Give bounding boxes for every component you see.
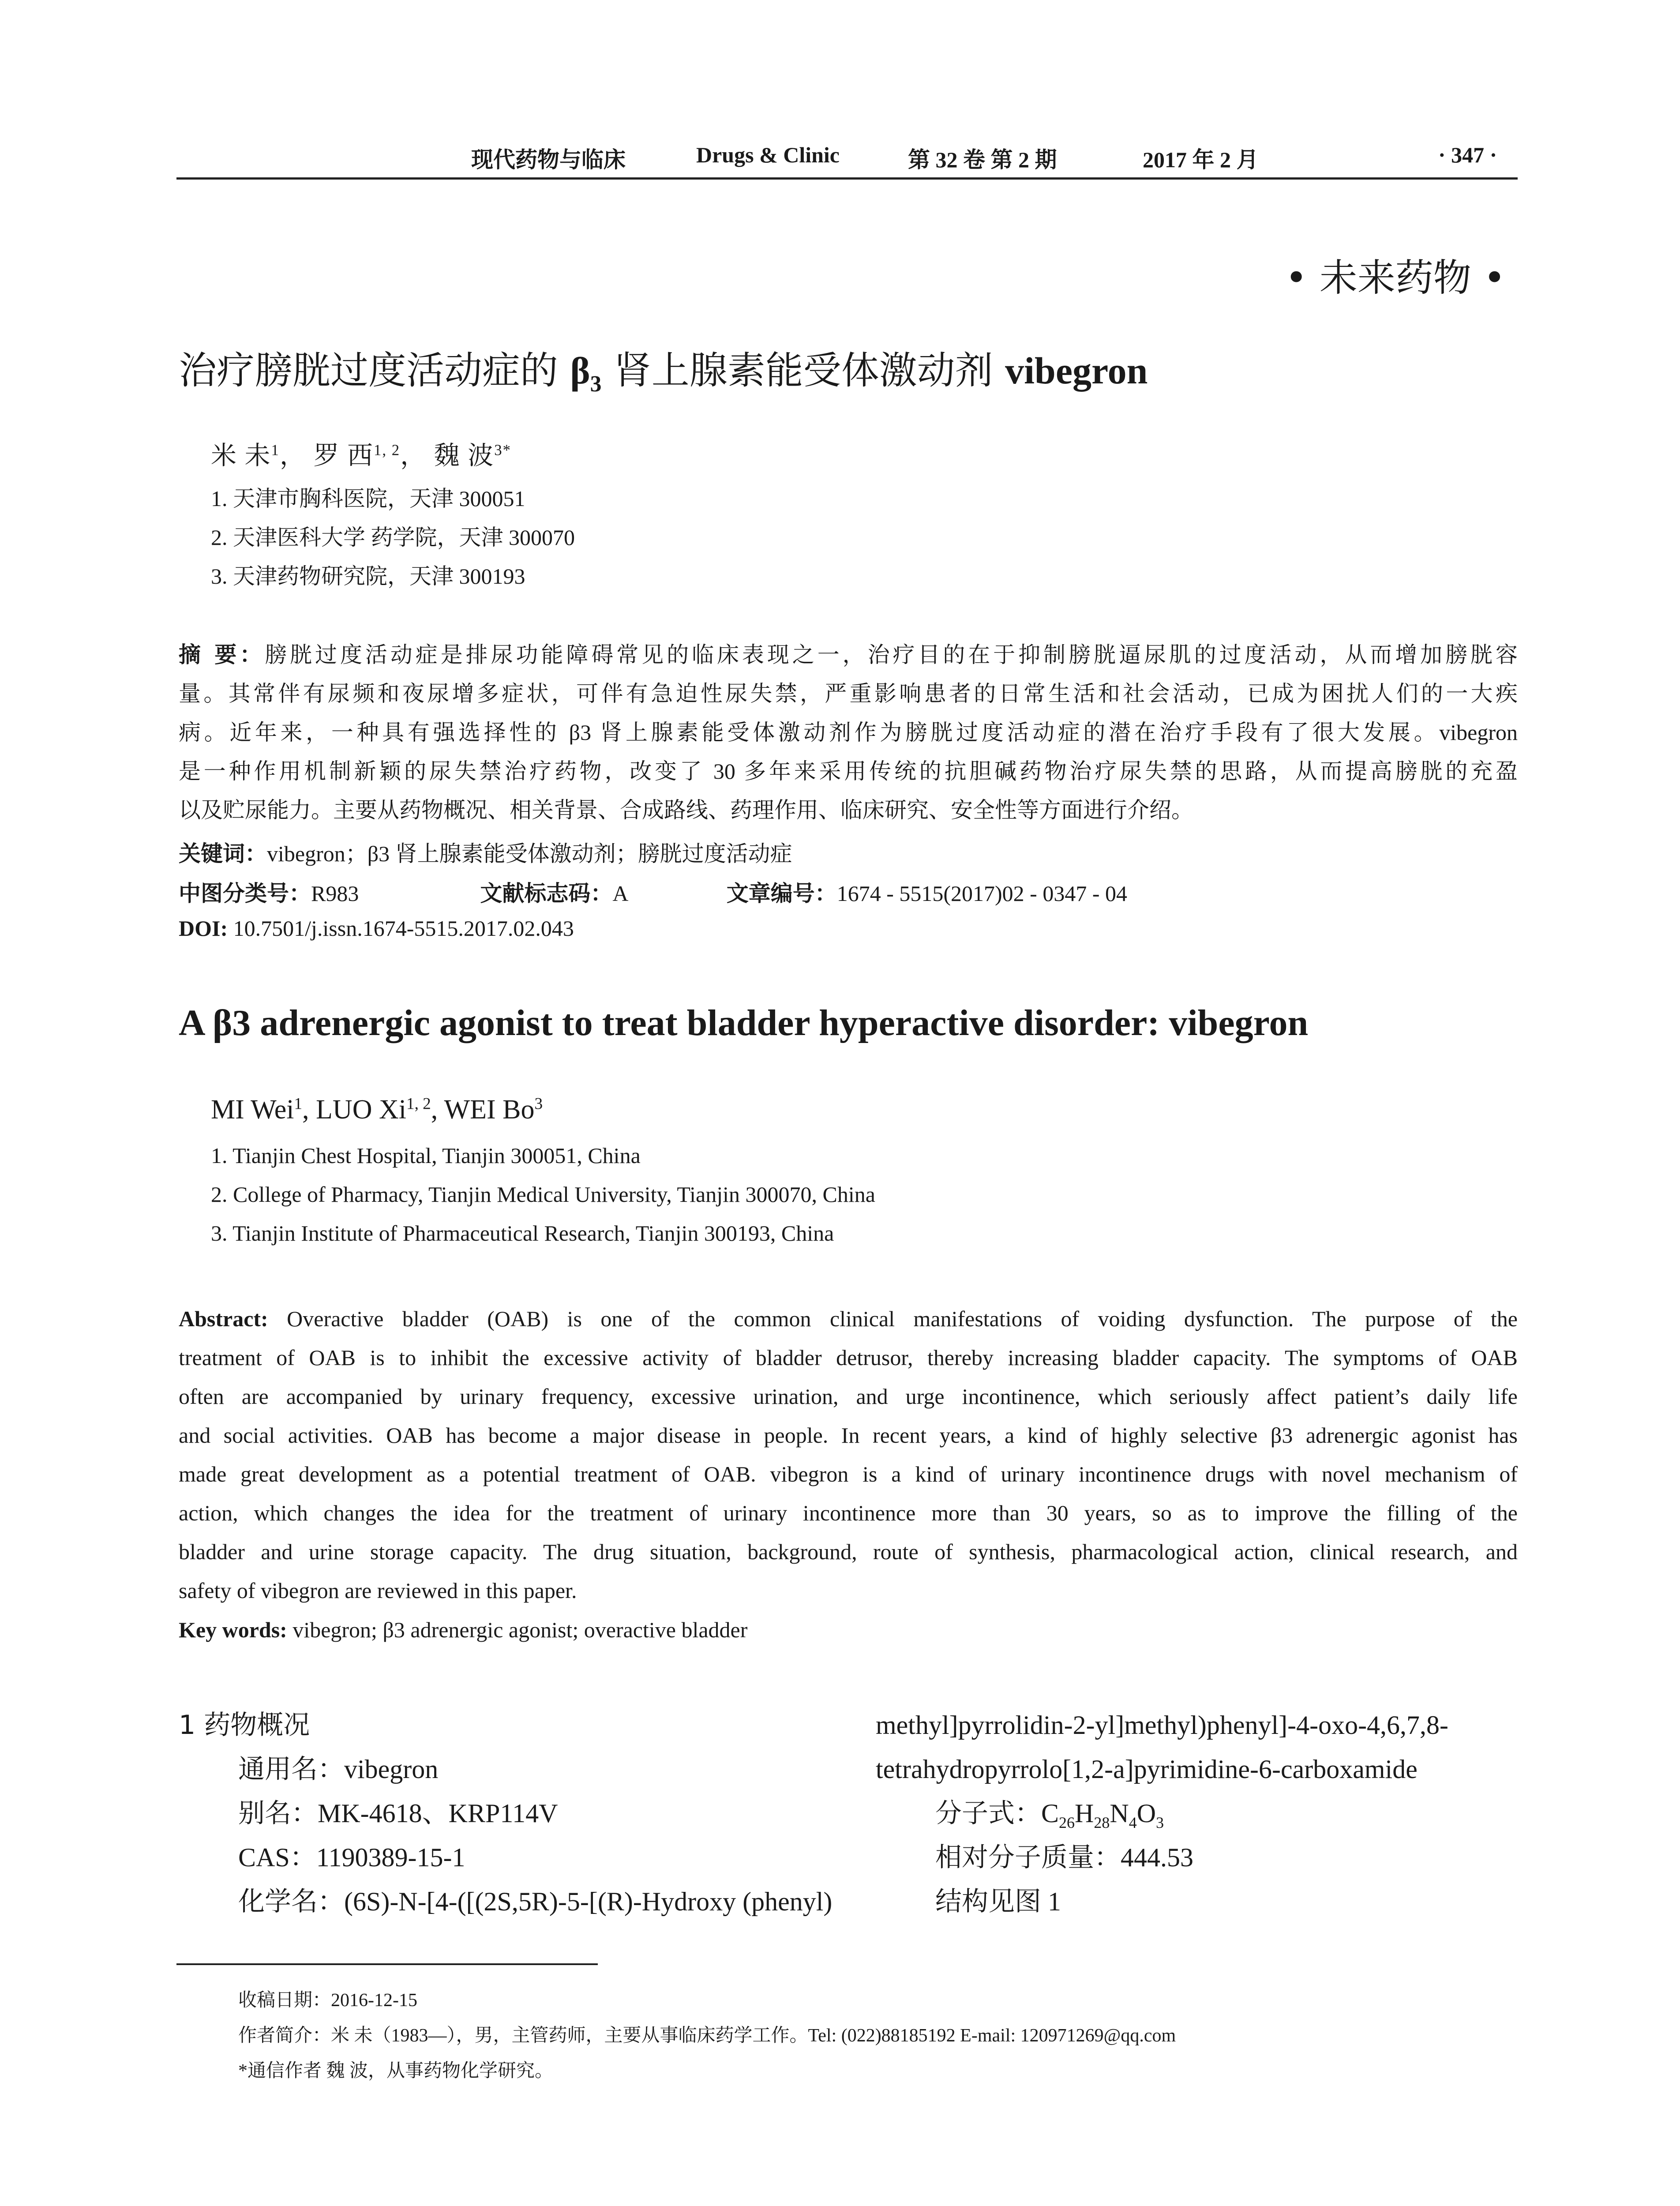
abstract-en-line: made great development as a potential treatment of OAB. vibegron is a kind of urinary incontinence drugs with novel mechanism of xyxy=(179,1462,1518,1486)
generic-name: 通用名：vibegron xyxy=(238,1755,439,1784)
running-header xyxy=(176,142,1518,173)
author-en-2-affil: 1, 2 xyxy=(406,1095,431,1113)
author-cn-1-affil: 1 xyxy=(271,441,280,459)
abstract-cn-line: 摘 要：膀胱过度活动症是排尿功能障碍常见的临床表现之一，治疗目的在于抑制膀胱逼尿肌的过度活动，从而增加膀胱容 xyxy=(179,642,1518,668)
structure-reference: 结构见图 1 xyxy=(935,1887,1061,1916)
title-cn-beta-sub: 3 xyxy=(590,371,602,397)
title-cn-prefix: 治疗膀胱过度活动症的 xyxy=(179,349,570,393)
abstract-en-line: often are accompanied by urinary frequency, excessive urination, and urge incontinence, which seriously affect patient’s daily life xyxy=(179,1384,1518,1409)
doi-label: DOI: xyxy=(179,916,228,941)
abstract-cn-line: 量。其常伴有尿频和夜尿增多症状，可伴有急迫性尿失禁，严重影响患者的日常生活和社会活动，已成为困扰人们的一大疾 xyxy=(179,681,1518,706)
doc-code-label: 文献标志码： xyxy=(480,881,613,906)
keywords-cn-label: 关键词： xyxy=(179,841,267,867)
article-number-label: 文章编号： xyxy=(726,881,837,906)
affiliation-cn-2: 2. 天津医科大学 药学院，天津 300070 xyxy=(211,525,575,550)
classification-line xyxy=(179,876,1127,908)
keywords-cn-text: vibegron；β3 肾上腺素能受体激动剂；膀胱过度活动症 xyxy=(267,841,792,866)
chemical-name-cont-1: methyl]pyrrolidin-2-yl]methyl)phenyl]-4-oxo-4,6,7,8- xyxy=(876,1711,1449,1740)
abstract-en-line: bladder and urine storage capacity. The drug situation, background, route of synthesis, pharmacological action, clinical research, and xyxy=(179,1539,1518,1564)
author-cn-3-affil: 3* xyxy=(494,441,511,459)
abstract-en-line: Abstract: Overactive bladder (OAB) is one of the common clinical manifestations of voiding dysfunction. The purpose of the xyxy=(179,1306,1518,1331)
abstract-cn-line: 是一种作用机制新颖的尿失禁治疗药物，改变了 30 多年来采用传统的抗胆碱药物治疗尿失禁的思路，从而提高膀胱的充盈 xyxy=(179,759,1518,784)
affiliation-cn-3: 3. 天津药物研究院，天津 300193 xyxy=(211,564,525,589)
abstract-cn-line: 以及贮尿能力。主要从药物概况、相关背景、合成路线、药理作用、临床研究、安全性等方面进行介绍。 xyxy=(179,798,1193,822)
page-number: · 347 · xyxy=(1438,143,1497,167)
doi-line xyxy=(179,915,574,941)
clc-label: 中图分类号： xyxy=(179,881,311,906)
affiliation-en-2: 2. College of Pharmacy, Tianjin Medical University, Tianjin 300070, China xyxy=(211,1182,875,1207)
author-cn-2-affil: 1, 2 xyxy=(373,441,401,459)
issue-date: 2017 年 2 月 xyxy=(1143,147,1259,172)
affiliation-cn-1: 1. 天津市胸科医院，天津 300051 xyxy=(211,486,525,511)
author-cn-3: 魏 波 xyxy=(434,441,495,470)
corresponding-author: *通信作者 魏 波，从事药物化学研究。 xyxy=(238,2061,554,2081)
abstract-cn xyxy=(179,635,1518,829)
author-en-1-affil: 1 xyxy=(294,1095,303,1113)
footnote-rule xyxy=(176,1963,598,1965)
author-info: 作者简介：米 未（1983—），男，主管药师，主要从事临床药学工作。Tel: (022)88185192 E-mail: 120971269@qq.com xyxy=(238,2026,1176,2046)
section1-heading: 1 药物概况 xyxy=(179,1710,310,1741)
abstract-en-line: action, which changes the idea for the treatment of urinary incontinence more than 30 years, so as to improve the filling of the xyxy=(179,1501,1518,1525)
formula-label: 分子式： xyxy=(935,1799,1041,1828)
article-number-value: 1674 - 5515(2017)02 - 0347 - 04 xyxy=(836,881,1127,906)
molecular-formula: 分子式：$C_{26}H_{28}N_4O_3$ xyxy=(935,1799,1164,1831)
author-en-1: MI Wei xyxy=(211,1095,294,1125)
keywords-en-text: vibegron; β3 adrenergic agonist; overactive bladder xyxy=(292,1617,748,1642)
keywords-en xyxy=(179,1617,747,1643)
author-en-2: LUO Xi xyxy=(316,1095,406,1125)
author-cn-2: 罗 西 xyxy=(313,441,374,470)
clc-value: R983 xyxy=(311,881,359,906)
abstract-en-line: treatment of OAB is to inhibit the excessive activity of bladder detrusor, thereby increasing bladder capacity. The symptoms of OAB xyxy=(179,1345,1518,1370)
title-cn-drug: vibegron xyxy=(1005,349,1148,392)
keywords-en-label: Key words: xyxy=(179,1617,287,1642)
title-cn-beta: β xyxy=(570,349,590,392)
abstract-en-label: Abstract: xyxy=(179,1306,268,1331)
title-cn-suffix: 肾上腺素能受体激动剂 xyxy=(601,349,1005,393)
header-rule xyxy=(176,177,1518,180)
molecular-weight: 相对分子质量：444.53 xyxy=(935,1843,1193,1872)
abstract-cn-line: 病。近年来，一种具有强选择性的 β3 肾上腺素能受体激动剂作为膀胱过度活动症的潜在治疗手段有了很大发展。vibegron xyxy=(179,720,1518,745)
abstract-en xyxy=(179,1299,1518,1610)
volume-issue: 第 32 卷 第 2 期 xyxy=(908,147,1057,172)
chemical-name-cont-2: tetrahydropyrrolo[1,2-a]pyrimidine-6-carboxamide xyxy=(876,1755,1418,1784)
abstract-en-line: safety of vibegron are reviewed in this paper. xyxy=(179,1578,577,1603)
cas-number: CAS：1190389-15-1 xyxy=(238,1843,465,1872)
affiliation-en-3: 3. Tianjin Institute of Pharmaceutical Research, Tianjin 300193, China xyxy=(211,1221,834,1246)
journal-name-en: Drugs & Clinic xyxy=(696,143,840,167)
keywords-cn xyxy=(179,836,792,868)
title-cn xyxy=(179,340,1148,397)
abstract-en-line: and social activities. OAB has become a major disease in people. In recent years, a kind of highly selective β3 adrenergic agonist has xyxy=(179,1423,1518,1448)
doi-value[interactable]: 10.7501/j.issn.1674-5515.2017.02.043 xyxy=(233,916,574,941)
received-date: 收稿日期：2016-12-15 xyxy=(238,1990,417,2011)
doc-code-value: A xyxy=(612,881,627,906)
alias-name: 别名：MK-4618、KRP114V xyxy=(238,1799,558,1828)
chemical-name-start: 化学名：(6S)-N-[4-([(2S,5R)-5-[(R)-Hydroxy (phenyl) xyxy=(238,1887,832,1916)
abstract-cn-label: 摘 要： xyxy=(179,642,265,668)
author-cn-1: 米 未 xyxy=(211,441,271,470)
section-tag: • 未来药物 • xyxy=(1285,256,1506,300)
authors-cn: 米 未$^1$， 罗 西$^{1, 2}$， 魏 波$^{3*}$ xyxy=(211,441,511,470)
author-en-3-affil: 3 xyxy=(534,1095,543,1113)
journal-name-cn: 现代药物与临床 xyxy=(471,147,626,172)
authors-en: MI Wei$^1$, LUO Xi$^{1, 2}$, WEI Bo$^3$ xyxy=(211,1095,543,1125)
author-en-3: WEI Bo xyxy=(444,1095,535,1125)
affiliation-en-1: 1. Tianjin Chest Hospital, Tianjin 300051, China xyxy=(211,1143,641,1168)
title-en: A β3 adrenergic agonist to treat bladder hyperactive disorder: vibegron xyxy=(179,1002,1309,1043)
